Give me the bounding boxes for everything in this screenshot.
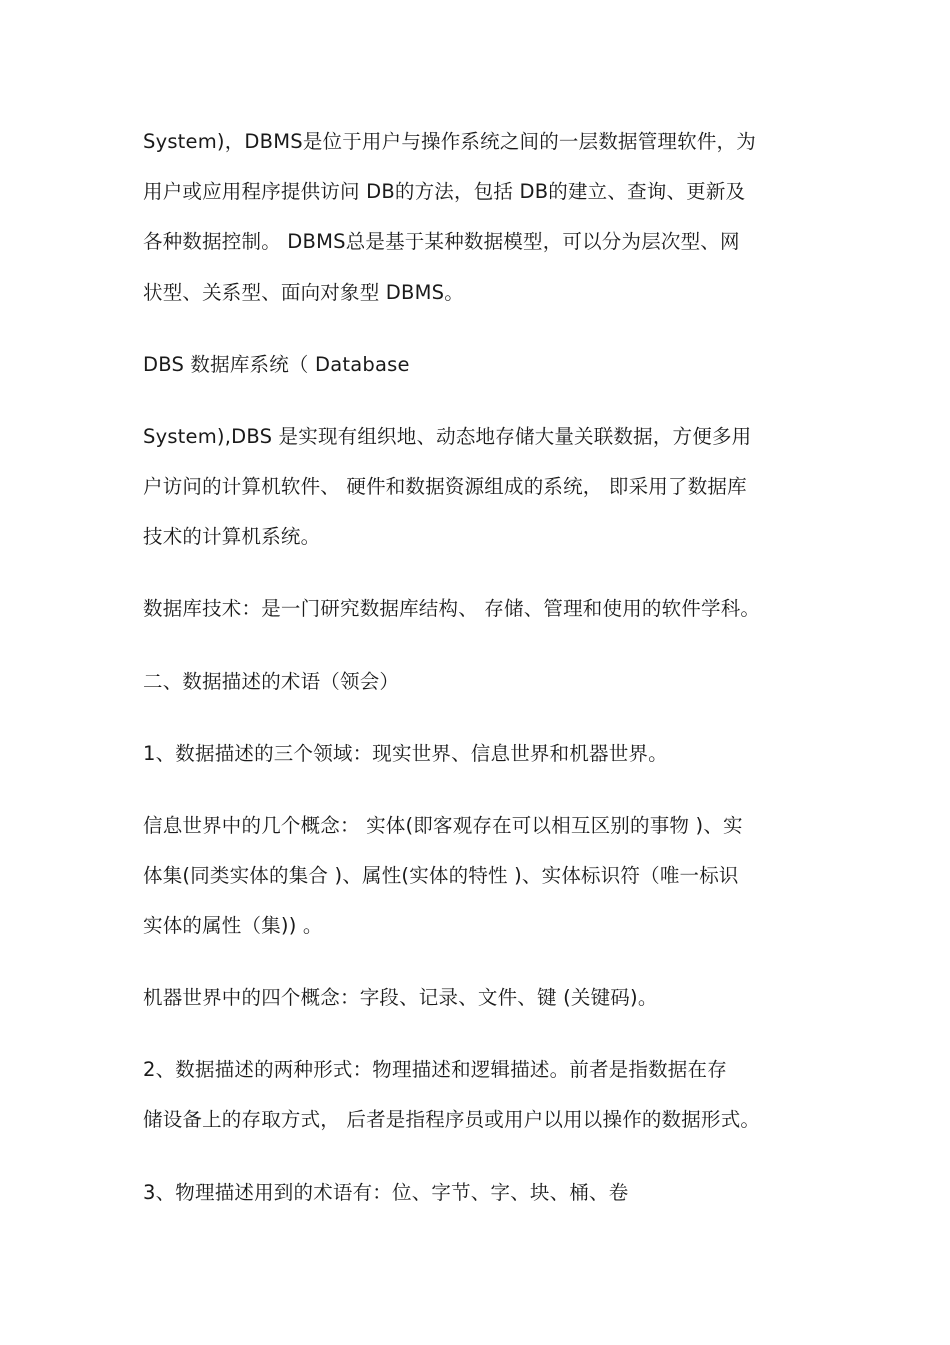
text-line: 状型、关系型、面向对象型 DBMS。 [143, 281, 464, 304]
text-line: 体集(同类实体的集合 )、属性(实体的特性 )、实体标识符（唯一标识 [143, 864, 739, 887]
text-line: DBS 数据库系统（ Database [143, 353, 410, 376]
text-line: 3、物理描述用到的术语有：位、字节、字、块、桶、卷 [143, 1181, 629, 1204]
text-line: 机器世界中的四个概念：字段、记录、文件、键 (关键码)。 [143, 986, 658, 1009]
text-line: 各种数据控制。 DBMS总是基于某种数据模型，可以分为层次型、网 [143, 230, 740, 253]
section-heading: 二、数据描述的术语（领会） [143, 670, 400, 693]
text-line: 1、数据描述的三个领域：现实世界、信息世界和机器世界。 [143, 742, 668, 765]
text-line: 储设备上的存取方式， 后者是指程序员或用户以用以操作的数据形式。 [143, 1108, 761, 1131]
text-line: 数据库技术：是一门研究数据库结构、 存储、管理和使用的软件学科。 [143, 597, 761, 620]
text-line: 2、数据描述的两种形式：物理描述和逻辑描述。前者是指数据在存 [143, 1058, 727, 1081]
text-line: 信息世界中的几个概念： 实体(即客观存在可以相互区别的事物 )、实 [143, 814, 743, 837]
text-line: 技术的计算机系统。 [143, 525, 321, 548]
text-line: System),DBS 是实现有组织地、动态地存储大量关联数据，方便多用 [143, 425, 752, 448]
text-line: System)，DBMS是位于用户与操作系统之间的一层数据管理软件，为 [143, 130, 756, 153]
text-line: 户访问的计算机软件、 硬件和数据资源组成的系统， 即采用了数据库 [143, 475, 747, 498]
text-line: 实体的属性（集)) 。 [143, 914, 323, 937]
text-line: 用户或应用程序提供访问 DB的方法，包括 DB的建立、查询、更新及 [143, 180, 746, 203]
